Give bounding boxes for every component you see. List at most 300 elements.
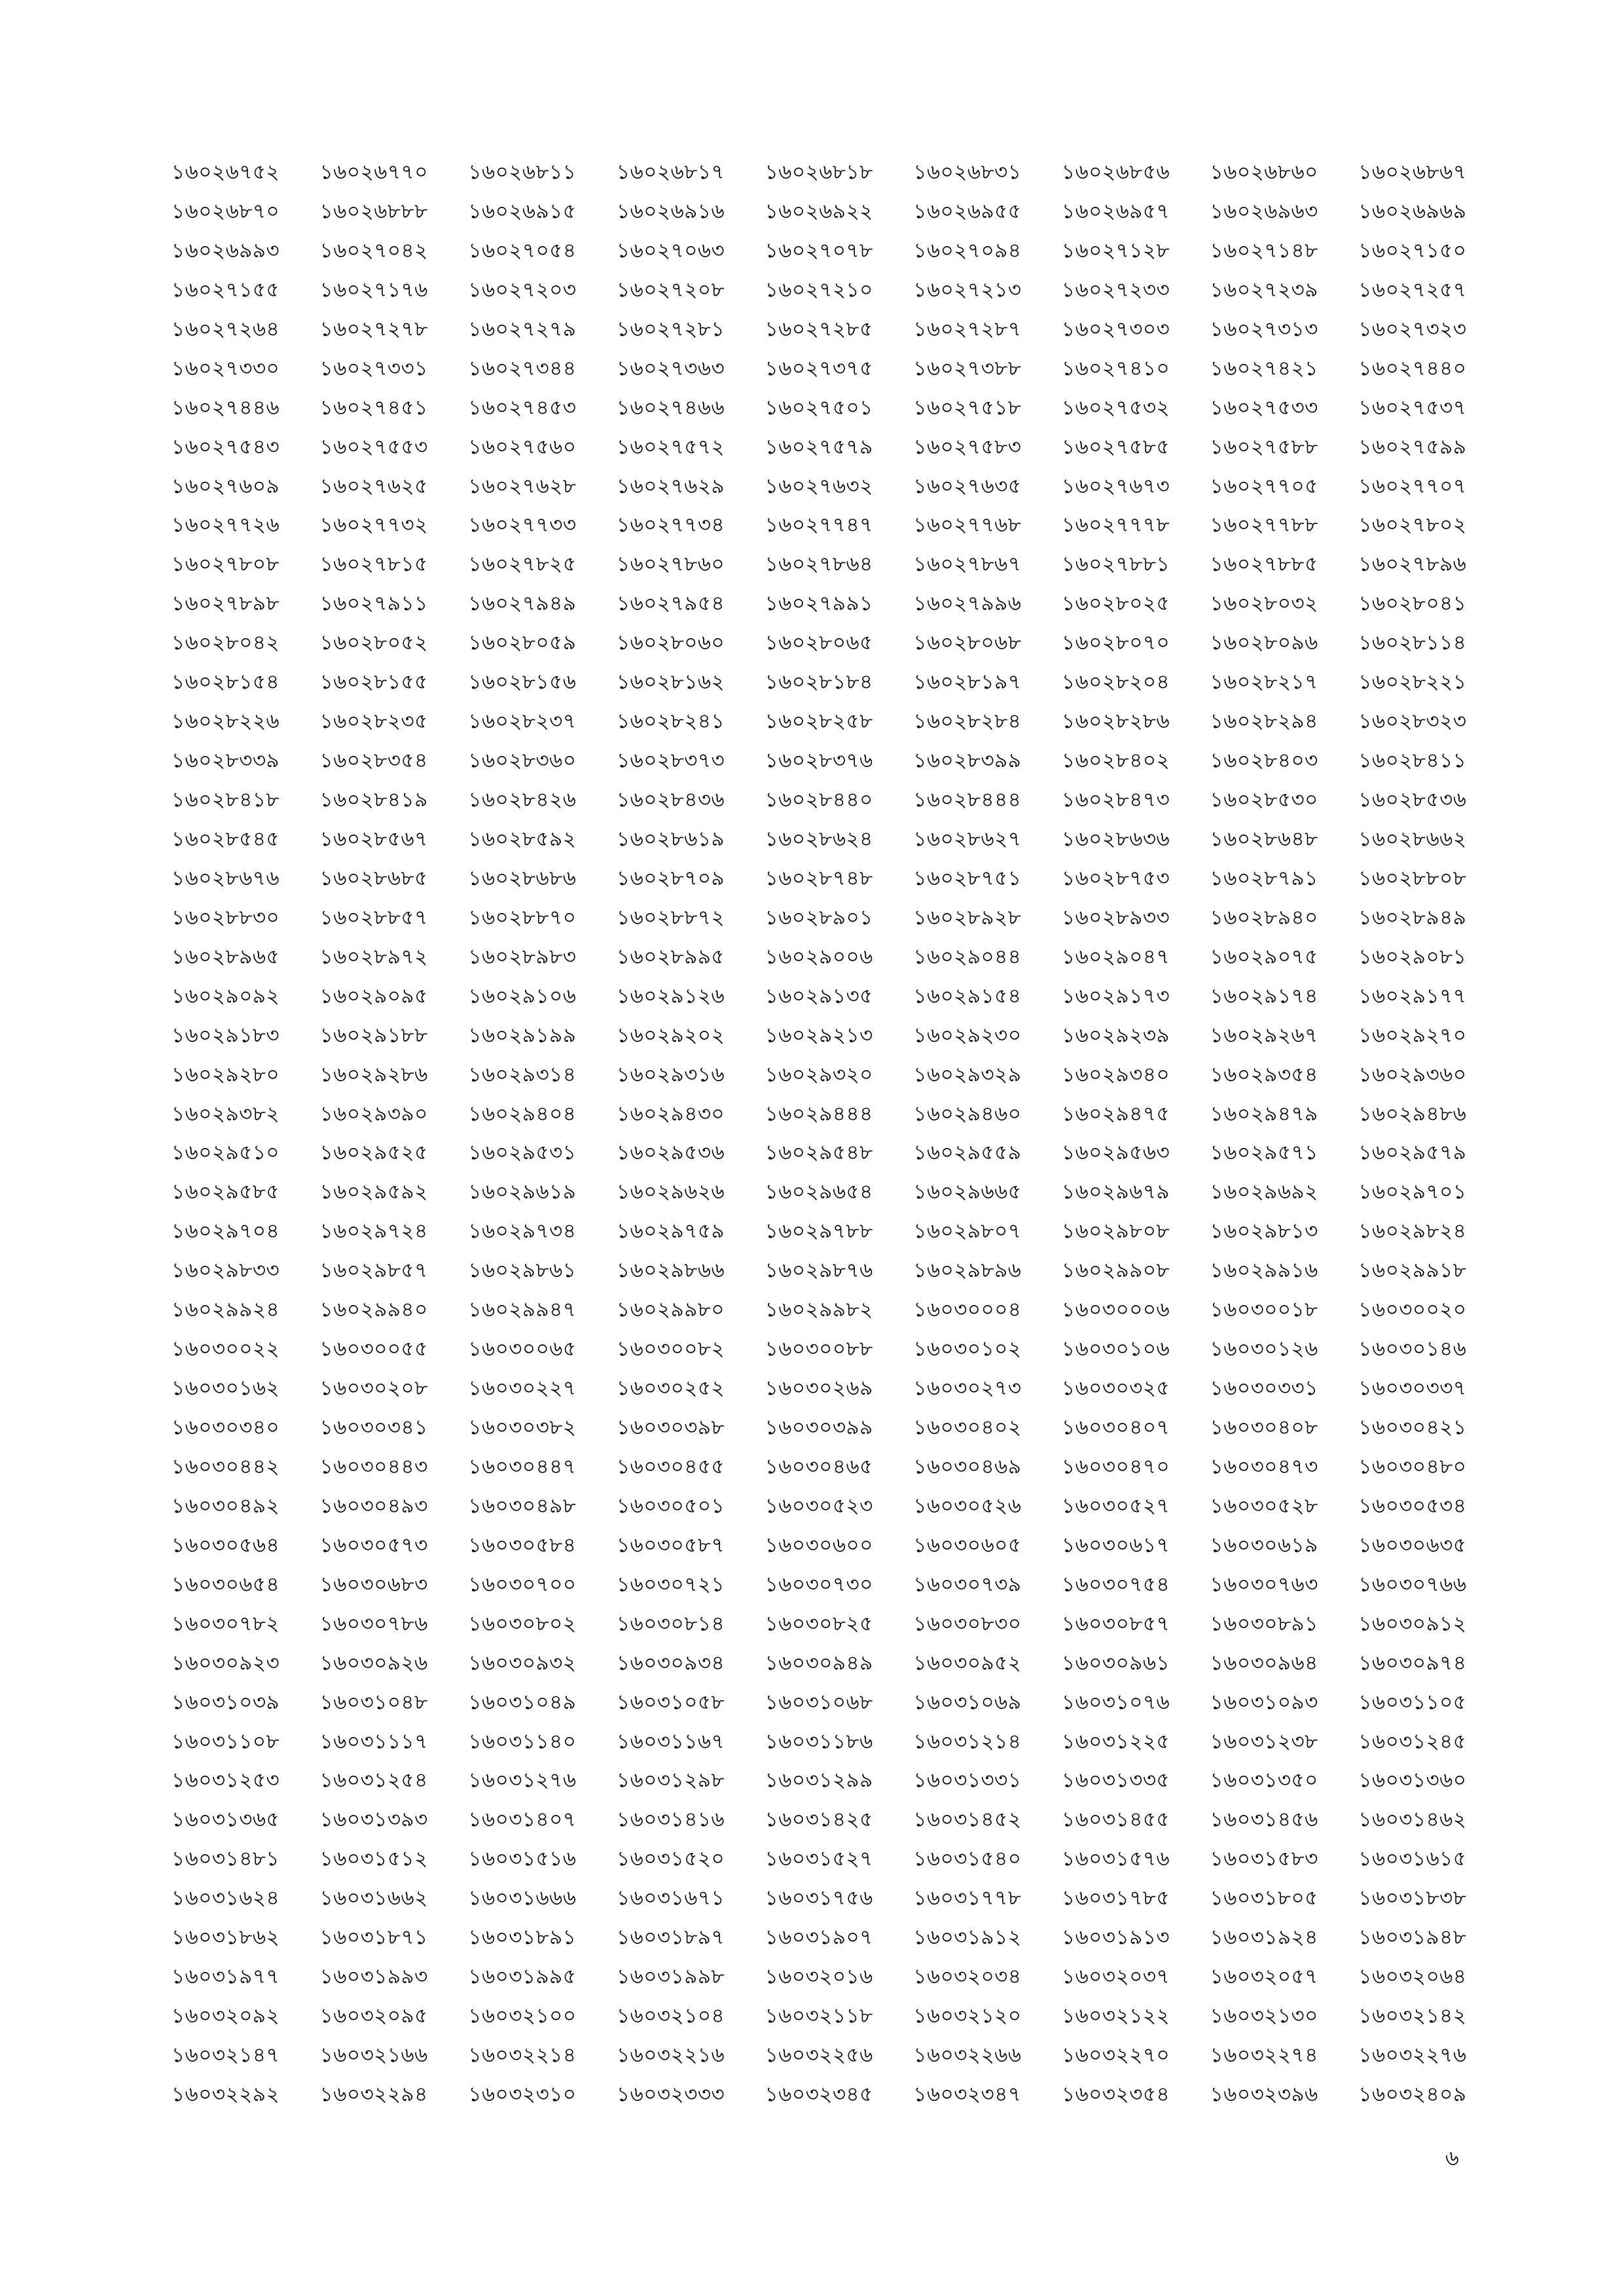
- roll-number-cell: ১৬০২৮৭৫৩: [1062, 866, 1170, 890]
- roll-number-cell: ১৬০২৮০৫২: [319, 631, 428, 655]
- roll-number-cell: ১৬০৩১১১৭: [319, 1729, 428, 1753]
- roll-number-cell: ১৬০৩০৮৫৭: [1062, 1611, 1170, 1636]
- roll-number-cell: ১৬০২৯৩১৬: [617, 1062, 725, 1086]
- roll-number-cell: ১৬০২৯০৯৫: [319, 984, 428, 1008]
- roll-number-cell: ১৬০২৭১৫০: [1358, 238, 1467, 262]
- roll-number-cell: ১৬০৩০৩২৫: [1062, 1376, 1170, 1401]
- roll-number-cell: ১৬০২৭৬৭৩: [1062, 474, 1170, 498]
- roll-number-cell: ১৬০২৬৮৫৬: [1062, 160, 1170, 184]
- roll-number-cell: ১৬০২৮১৫৪: [171, 670, 280, 694]
- roll-number-cell: ১৬০২৭০৬৩: [617, 238, 725, 262]
- roll-number-cell: ১৬০৩১০৪৮: [319, 1690, 428, 1714]
- roll-number-cell: ১৬০৩১৯৭৭: [171, 1965, 280, 1989]
- roll-number-cell: ১৬০২৭৪৫১: [319, 395, 428, 420]
- roll-number-cell: ১৬০৩২০৬৪: [1358, 1965, 1467, 1989]
- roll-number-cell: ১৬০২৭৪৫৩: [468, 395, 577, 420]
- roll-number-cell: ১৬০৩২৩৪৫: [765, 2082, 873, 2106]
- roll-number-cell: ১৬০৩১৯৪৮: [1358, 1926, 1467, 1950]
- roll-number-cell: ১৬০২৮৯৭২: [319, 944, 428, 969]
- roll-number-cell: ১৬০২৬৯৬৯: [1358, 199, 1467, 223]
- roll-number-cell: ১৬০৩২২৭০: [1062, 2043, 1170, 2067]
- roll-number-cell: ১৬০২৮৫৪৫: [171, 827, 280, 851]
- roll-number-cell: ১৬০২৭৩৩১: [319, 356, 428, 380]
- roll-number-cell: ১৬০৩১৩৩৫: [1062, 1768, 1170, 1793]
- roll-number-cell: ১৬০২৭৫৮৮: [1210, 435, 1318, 459]
- roll-number-cell: ১৬০২৯৪৩০: [617, 1102, 725, 1126]
- roll-number-cell: ১৬০৩০৪০৮: [1210, 1416, 1318, 1439]
- roll-number-cell: ১৬০২৮৩৩৯: [171, 749, 280, 773]
- roll-number-cell: ১৬০৩০৭৮২: [171, 1611, 280, 1636]
- roll-number-cell: ১৬০৩২০১৬: [765, 1965, 873, 1989]
- roll-number-cell: ১৬০২৮৪৪০: [765, 788, 873, 812]
- roll-number-cell: ১৬০২৮৩৯৯: [913, 749, 1022, 773]
- roll-number-cell: ১৬০২৮১৯৭: [913, 670, 1022, 694]
- roll-number-cell: ১৬০২৯৮৬১: [468, 1259, 577, 1283]
- roll-number-cell: ১৬০৩০০২০: [1358, 1298, 1467, 1322]
- roll-number-cell: ১৬০২৭৫৫৩: [319, 435, 428, 459]
- roll-number-cell: ১৬০৩০২২৭: [468, 1376, 577, 1401]
- roll-number-cell: ১৬০৩২৪০৯: [1358, 2082, 1467, 2106]
- roll-number-grid: [171, 156, 1507, 2117]
- roll-number-cell: ১৬০৩০৪৯৮: [468, 1494, 577, 1518]
- roll-number-cell: ১৬০২৯০৪৭: [1062, 944, 1170, 969]
- roll-number-cell: ১৬০২৯৯৪৭: [468, 1298, 577, 1322]
- roll-number-cell: ১৬০২৯২৮০: [171, 1062, 280, 1086]
- roll-number-cell: ১৬০২৮৩৭৩: [617, 749, 725, 773]
- roll-number-cell: ১৬০২৮২২১: [1358, 670, 1467, 694]
- roll-number-cell: ১৬০৩১৪৮১: [171, 1847, 280, 1871]
- roll-number-cell: ১৬০২৭২৬৪: [171, 317, 280, 341]
- roll-number-cell: ১৬০৩০৪৬৯: [913, 1454, 1022, 1479]
- roll-number-cell: ১৬০৩২২৭৬: [1358, 2043, 1467, 2067]
- roll-number-cell: ১৬০২৯৪৬০: [913, 1102, 1022, 1126]
- roll-number-cell: ১৬০২৮৪১১: [1358, 749, 1467, 773]
- roll-number-cell: ১৬০২৬৯৯৩: [171, 238, 280, 262]
- roll-number-cell: ১৬০৩১২২৫: [1062, 1729, 1170, 1753]
- roll-number-cell: ১৬০৩১৩৫০: [1210, 1768, 1318, 1793]
- roll-number-cell: ১৬০২৭৭৭৮: [1062, 513, 1170, 537]
- roll-number-cell: ১৬০২৮০৯৬: [1210, 631, 1318, 655]
- roll-number-cell: ১৬০৩১৮৯৭: [617, 1926, 725, 1950]
- roll-number-cell: ১৬০২৮৪৩৬: [617, 788, 725, 812]
- roll-number-cell: ১৬০২৬৯২২: [765, 199, 873, 223]
- roll-number-cell: ১৬০২৭২৮১: [617, 317, 725, 341]
- roll-number-cell: ১৬০২৮৬৮৫: [319, 866, 428, 890]
- roll-number-cell: ১৬০২৭৮৮১: [1062, 552, 1170, 577]
- roll-number-cell: ১৬০২৭৫৭২: [617, 435, 725, 459]
- roll-number-cell: ১৬০২৮৯৪৯: [1358, 905, 1467, 929]
- roll-number-cell: ১৬০২৮৪২৬: [468, 788, 577, 812]
- roll-number-cell: ১৬০৩০০১৮: [1210, 1298, 1318, 1322]
- roll-number-cell: ১৬০২৯৯০৮: [1062, 1259, 1170, 1283]
- roll-number-cell: ১৬০৩০৪৪২: [171, 1454, 280, 1479]
- roll-number-cell: ১৬০৩১১৪০: [468, 1729, 577, 1753]
- roll-number-cell: ১৬০৩১৪১৬: [617, 1808, 725, 1832]
- roll-number-cell: ১৬০২৯৮৫৭: [319, 1259, 428, 1283]
- roll-number-cell: ১৬০২৭৯১১: [319, 592, 428, 616]
- roll-number-cell: ১৬০২৬৮৬০: [1210, 160, 1318, 184]
- roll-number-cell: ১৬০৩২৩১০: [468, 2082, 577, 2106]
- roll-number-cell: ১৬০২৯৯১৮: [1358, 1259, 1467, 1283]
- roll-number-cell: ১৬০৩০১৪৬: [1358, 1337, 1467, 1361]
- roll-number-cell: ১৬০২৯৪৭৯: [1210, 1102, 1318, 1126]
- roll-number-cell: ১৬০২৮৭৫১: [913, 866, 1022, 890]
- roll-number-cell: ১৬০৩২১১৮: [765, 2004, 873, 2028]
- roll-number-cell: ১৬০৩০৭২১: [617, 1572, 725, 1596]
- roll-number-cell: ১৬০২৮২৮৪: [913, 709, 1022, 734]
- roll-number-cell: ১৬০৩২২৯৪: [319, 2082, 428, 2106]
- roll-number-cell: ১৬০২৭৮২৫: [468, 552, 577, 577]
- roll-number-cell: ১৬০৩২২১৪: [468, 2043, 577, 2067]
- roll-number-cell: ১৬০২৬৮১৮: [765, 160, 873, 184]
- roll-number-cell: ১৬০২৭৯৯৬: [913, 592, 1022, 616]
- roll-number-cell: ১৬০২৮০৫৯: [468, 631, 577, 655]
- roll-number-cell: ১৬০৩০১০৬: [1062, 1337, 1170, 1361]
- roll-number-cell: ১৬০২৭৭৩৪: [617, 513, 725, 537]
- roll-number-cell: ১৬০৩০৫৬৪: [171, 1533, 280, 1557]
- roll-number-cell: ১৬০৩০৩৮২: [468, 1416, 577, 1439]
- roll-number-cell: ১৬০২৭৮৬৭: [913, 552, 1022, 577]
- roll-number-cell: ১৬০৩২১৪২: [1358, 2004, 1467, 2028]
- roll-number-cell: ১৬০২৮৪১৮: [171, 788, 280, 812]
- roll-number-cell: ১৬০৩০৪৪৩: [319, 1454, 428, 1479]
- roll-number-cell: ১৬০২৮০৬০: [617, 631, 725, 655]
- roll-number-cell: ১৬০৩০০৫৫: [319, 1337, 428, 1361]
- roll-number-cell: ১৬০২৭১২৮: [1062, 238, 1170, 262]
- roll-number-cell: ১৬০৩০৩৪০: [171, 1416, 280, 1439]
- roll-number-cell: ১৬০৩০১৬২: [171, 1376, 280, 1401]
- roll-number-cell: ১৬০২৮৫৬৭: [319, 827, 428, 851]
- roll-number-cell: ১৬০২৭২৭৮: [319, 317, 428, 341]
- roll-number-cell: ১৬০৩০৩৩১: [1210, 1376, 1318, 1401]
- roll-number-cell: ১৬০২৮৭০৯: [617, 866, 725, 890]
- roll-number-cell: ১৬০২৮৪১৯: [319, 788, 428, 812]
- roll-number-cell: ১৬০২৮৩৬০: [468, 749, 577, 773]
- roll-number-cell: ১৬০৩১০৪৯: [468, 1690, 577, 1714]
- roll-number-cell: ১৬০৩২০৩৭: [1062, 1965, 1170, 1989]
- roll-number-cell: ১৬০২৭৩৬৩: [617, 356, 725, 380]
- roll-number-cell: ১৬০২৭১৫৫: [171, 278, 280, 302]
- roll-number-cell: ১৬০২৯৭২৪: [319, 1219, 428, 1244]
- roll-number-cell: ১৬০২৮০৩২: [1210, 592, 1318, 616]
- roll-number-cell: ১৬০২৮৬৮৬: [468, 866, 577, 890]
- roll-number-cell: ১৬০২৮৫৯২: [468, 827, 577, 851]
- roll-number-cell: ১৬০৩১৯২৪: [1210, 1926, 1318, 1950]
- roll-number-cell: ১৬০৩০০২২: [171, 1337, 280, 1361]
- roll-number-cell: ১৬০২৯৪৭৫: [1062, 1102, 1170, 1126]
- roll-number-cell: ১৬০২৯২৮৬: [319, 1062, 428, 1086]
- roll-number-cell: ১৬০৩০২৫২: [617, 1376, 725, 1401]
- roll-number-cell: ১৬০২৮৮৭০: [468, 905, 577, 929]
- roll-number-cell: ১৬০৩১৫৮৩: [1210, 1847, 1318, 1871]
- roll-number-cell: ১৬০৩১৯১৩: [1062, 1926, 1170, 1950]
- roll-number-cell: ১৬০২৯৫৩৬: [617, 1141, 725, 1165]
- roll-number-cell: ১৬০৩০৫২৩: [765, 1494, 873, 1518]
- roll-number-cell: ১৬০২৭৫৪৩: [171, 435, 280, 459]
- roll-number-cell: ১৬০২৮১৮৪: [765, 670, 873, 694]
- roll-number-cell: ১৬০২৭০৭৮: [765, 238, 873, 262]
- roll-number-cell: ১৬০২৯৯৮০: [617, 1298, 725, 1322]
- roll-number-cell: ১৬০৩১৪৬২: [1358, 1808, 1467, 1832]
- roll-number-cell: ১৬০৩০৬১৭: [1062, 1533, 1170, 1557]
- roll-number-cell: ১৬০২৯০৮১: [1358, 944, 1467, 969]
- roll-number-cell: ১৬০২৭৪২১: [1210, 356, 1318, 380]
- roll-number-cell: ১৬০২৯৫৬৩: [1062, 1141, 1170, 1165]
- roll-number-cell: ১৬০২৭৬৩৫: [913, 474, 1022, 498]
- roll-number-cell: ১৬০২৯২৩০: [913, 1023, 1022, 1047]
- roll-number-cell: ১৬০২৭২৭৯: [468, 317, 577, 341]
- roll-number-cell: ১৬০২৮৬৪৮: [1210, 827, 1318, 851]
- roll-number-cell: ১৬০২৮৪৪৪: [913, 788, 1022, 812]
- roll-number-cell: ১৬০২৮৫৩৬: [1358, 788, 1467, 812]
- roll-number-cell: ১৬০২৮৩২৩: [1358, 709, 1467, 734]
- roll-number-cell: ১৬০২৭৮৮৫: [1210, 552, 1318, 577]
- roll-number-cell: ১৬০২৯৬৬৫: [913, 1180, 1022, 1204]
- roll-number-cell: ১৬০২৭৮৯৮: [171, 592, 280, 616]
- roll-number-cell: ১৬০২৭৩৮৮: [913, 356, 1022, 380]
- roll-number-cell: ১৬০৩২১০০: [468, 2004, 577, 2028]
- roll-number-cell: ১৬০৩০৪৮০: [1358, 1454, 1467, 1479]
- roll-number-cell: ১৬০২৯১২৬: [617, 984, 725, 1008]
- roll-number-cell: ১৬০৩১৭৫৬: [765, 1886, 873, 1910]
- roll-number-cell: ১৬০৩১২৪৫: [1358, 1729, 1467, 1753]
- roll-number-cell: ১৬০৩০৯৬৪: [1210, 1651, 1318, 1675]
- roll-number-cell: ১৬০২৭৬২৫: [319, 474, 428, 498]
- roll-number-cell: ১৬০২৮২৪১: [617, 709, 725, 734]
- roll-number-cell: ১৬০৩০৭৬৩: [1210, 1572, 1318, 1596]
- roll-number-cell: ১৬০৩০৫২৭: [1062, 1494, 1170, 1518]
- roll-number-cell: ১৬০২৮৯৮৩: [468, 944, 577, 969]
- roll-number-cell: ১৬০২৯৮০৮: [1062, 1219, 1170, 1244]
- roll-number-cell: ১৬০২৮৭৪৮: [765, 866, 873, 890]
- roll-number-cell: ১৬০২৮৬২৪: [765, 827, 873, 851]
- roll-number-cell: ১৬০৩০৭০০: [468, 1572, 577, 1596]
- roll-number-cell: ১৬০২৭৮৬৪: [765, 552, 873, 577]
- roll-number-cell: ১৬০৩০৫২৬: [913, 1494, 1022, 1518]
- roll-number-cell: ১৬০২৮০২৫: [1062, 592, 1170, 616]
- roll-number-cell: ১৬০২৯৫২৫: [319, 1141, 428, 1165]
- roll-number-cell: ১৬০২৯০৯২: [171, 984, 280, 1008]
- roll-number-cell: ১৬০২৭৩১৩: [1210, 317, 1318, 341]
- roll-number-cell: ১৬০২৭৮০২: [1358, 513, 1467, 537]
- roll-number-cell: ১৬০৩১২৫৩: [171, 1768, 280, 1793]
- roll-number-cell: ১৬০২৯১৯৯: [468, 1023, 577, 1047]
- roll-number-cell: ১৬০২৭৫০১: [765, 395, 873, 420]
- roll-number-cell: ১৬০৩০৫২৮: [1210, 1494, 1318, 1518]
- roll-number-cell: ১৬০২৮৭৯১: [1210, 866, 1318, 890]
- roll-number-cell: ১৬০৩০৯১২: [1358, 1611, 1467, 1636]
- roll-number-cell: ১৬০২৭৫৮৫: [1062, 435, 1170, 459]
- roll-number-cell: ১৬০৩০৪৪৭: [468, 1454, 577, 1479]
- roll-number-cell: ১৬০২৮৫৩০: [1210, 788, 1318, 812]
- roll-number-cell: ১৬০২৯৫১০: [171, 1141, 280, 1165]
- roll-number-cell: ১৬০২৮৪০৩: [1210, 749, 1318, 773]
- roll-number-cell: ১৬০২৯৫৩১: [468, 1141, 577, 1165]
- roll-number-cell: ১৬০২৯৭৮৮: [765, 1219, 873, 1244]
- roll-number-cell: ১৬০৩০৬০৫: [913, 1533, 1022, 1557]
- roll-number-cell: ১৬০৩০৩৩৭: [1358, 1376, 1467, 1401]
- roll-number-cell: ১৬০৩০০৮২: [617, 1337, 725, 1361]
- roll-number-cell: ১৬০২৯৫৫৯: [913, 1141, 1022, 1165]
- roll-number-cell: ১৬০২৭৪৪৬: [171, 395, 280, 420]
- roll-number-cell: ১৬০৩১৫২০: [617, 1847, 725, 1871]
- roll-number-cell: ১৬০৩০৯২৬: [319, 1651, 428, 1675]
- roll-number-cell: ১৬০২৮৯২৮: [913, 905, 1022, 929]
- roll-number-cell: ১৬০২৮৮৫৭: [319, 905, 428, 929]
- roll-number-cell: ১৬০২৯৫৮৫: [171, 1180, 280, 1204]
- roll-number-cell: ১৬০২৭২১৩: [913, 278, 1022, 302]
- roll-number-cell: ১৬০২৭৫৬০: [468, 435, 577, 459]
- roll-number-cell: ১৬০৩০০৬৫: [468, 1337, 577, 1361]
- roll-number-cell: ১৬০২৯৫৪৮: [765, 1141, 873, 1165]
- roll-number-cell: ১৬০৩০৬০০: [765, 1533, 873, 1557]
- roll-number-cell: ১৬০২৮২৮৬: [1062, 709, 1170, 734]
- roll-number-cell: ১৬০৩১৪০৭: [468, 1808, 577, 1832]
- roll-number-cell: ১৬০২৯৭৩৪: [468, 1219, 577, 1244]
- roll-number-cell: ১৬০৩১৮৬২: [171, 1926, 280, 1950]
- roll-number-cell: ১৬০২৭৪১০: [1062, 356, 1170, 380]
- roll-number-cell: ১৬০৩০৪২১: [1358, 1416, 1467, 1439]
- roll-number-cell: ১৬০২৯৬২৬: [617, 1180, 725, 1204]
- roll-number-cell: ১৬০৩১০৩৯: [171, 1690, 280, 1714]
- roll-number-cell: ১৬০২৯৩৯০: [319, 1102, 428, 1126]
- roll-number-cell: ১৬০৩১১০৮: [171, 1729, 280, 1753]
- roll-number-cell: ১৬০৩২০৯২: [171, 2004, 280, 2028]
- roll-number-cell: ১৬০৩০২৬৯: [765, 1376, 873, 1401]
- roll-number-cell: ১৬০২৯৪৮৬: [1358, 1102, 1467, 1126]
- roll-number-cell: ১৬০৩০৮৯১: [1210, 1611, 1318, 1636]
- roll-number-cell: ১৬০৩০৯৫২: [913, 1651, 1022, 1675]
- roll-number-cell: ১৬০২৬৯৫৭: [1062, 199, 1170, 223]
- roll-number-cell: ১৬০২৮৩৭৬: [765, 749, 873, 773]
- roll-number-cell: ১৬০২৯৩৪০: [1062, 1062, 1170, 1086]
- roll-number-cell: ১৬০২৭২১০: [765, 278, 873, 302]
- roll-number-cell: ১৬০২৭২৮৫: [765, 317, 873, 341]
- roll-number-cell: ১৬০৩২১৪৭: [171, 2043, 280, 2067]
- roll-number-cell: ১৬০২৬৮১১: [468, 160, 577, 184]
- roll-number-cell: ১৬০২৮০৭০: [1062, 631, 1170, 655]
- roll-number-cell: ১৬০২৮২৯৪: [1210, 709, 1318, 734]
- roll-number-cell: ১৬০৩১৩৯৩: [319, 1808, 428, 1832]
- roll-number-cell: ১৬০৩১৭৭৮: [913, 1886, 1022, 1910]
- roll-number-cell: ১৬০২৮১৫৫: [319, 670, 428, 694]
- roll-number-cell: ১৬০২৭৫৩২: [1062, 395, 1170, 420]
- roll-number-cell: ১৬০৩১০৫৮: [617, 1690, 725, 1714]
- roll-number-cell: ১৬০২৯৮৬৬: [617, 1259, 725, 1283]
- roll-number-cell: ১৬০২৭২০৩: [468, 278, 577, 302]
- roll-number-cell: ১৬০৩২১৩০: [1210, 2004, 1318, 2028]
- roll-number-cell: ১৬০৩২৩৩৩: [617, 2082, 725, 2106]
- roll-number-cell: ১৬০২৯২১৩: [765, 1023, 873, 1047]
- roll-number-cell: ১৬০৩২১৬৬: [319, 2043, 428, 2067]
- roll-number-cell: ১৬০২৭৩৪৪: [468, 356, 577, 380]
- roll-number-cell: ১৬০৩০৫৩৪: [1358, 1494, 1467, 1518]
- roll-number-cell: ১৬০৩১৩৬০: [1358, 1768, 1467, 1793]
- roll-number-cell: ১৬০২৯১৭৭: [1358, 984, 1467, 1008]
- roll-number-cell: ১৬০৩১৭৮৫: [1062, 1886, 1170, 1910]
- roll-number-cell: ১৬০২৭০৫৪: [468, 238, 577, 262]
- roll-number-cell: ১৬০৩০০০৬: [1062, 1298, 1170, 1322]
- roll-number-cell: ১৬০৩১৬২৪: [171, 1886, 280, 1910]
- roll-number-cell: ১৬০২৯৭০৪: [171, 1219, 280, 1244]
- roll-number-cell: ১৬০৩০৯৩৪: [617, 1651, 725, 1675]
- roll-number-cell: ১৬০২৭০৯৪: [913, 238, 1022, 262]
- roll-number-cell: ১৬০৩২১২২: [1062, 2004, 1170, 2028]
- roll-number-cell: ১৬০৩১৮৩৮: [1358, 1886, 1467, 1910]
- roll-number-cell: ১৬০২৯০৭৫: [1210, 944, 1318, 969]
- roll-number-cell: ১৬০২৭৬০৯: [171, 474, 280, 498]
- roll-number-cell: ১৬০৩০৫৮৭: [617, 1533, 725, 1557]
- roll-number-cell: ১৬০২৬৮৬৭: [1358, 160, 1467, 184]
- roll-number-cell: ১৬০৩১১৮৬: [765, 1729, 873, 1753]
- roll-number-cell: ১৬০২৯৯১৬: [1210, 1259, 1318, 1283]
- roll-number-cell: ১৬০২৬৮৭০: [171, 199, 280, 223]
- roll-number-cell: ১৬০৩১১০৫: [1358, 1690, 1467, 1714]
- roll-number-cell: ১৬০২৯৪০৪: [468, 1102, 577, 1126]
- roll-number-cell: ১৬০২৮২৩৫: [319, 709, 428, 734]
- roll-number-cell: ১৬০৩১০৬৯: [913, 1690, 1022, 1714]
- roll-number-cell: ১৬০২৮৯৯৫: [617, 944, 725, 969]
- roll-number-cell: ১৬০৩২০৯৫: [319, 2004, 428, 2028]
- roll-number-cell: ১৬০২৭৩২৩: [1358, 317, 1467, 341]
- roll-number-cell: ১৬০৩০১০২: [913, 1337, 1022, 1361]
- roll-number-cell: ১৬০৩১২৭৬: [468, 1768, 577, 1793]
- roll-number-cell: ১৬০২৮০৬৮: [913, 631, 1022, 655]
- roll-number-cell: ১৬০৩০১২৬: [1210, 1337, 1318, 1361]
- roll-number-cell: ১৬০২৭৮০৮: [171, 552, 280, 577]
- roll-number-cell: ১৬০৩০৭৫৪: [1062, 1572, 1170, 1596]
- roll-number-cell: ১৬০২৮৯৩৩: [1062, 905, 1170, 929]
- roll-number-cell: ১৬০৩১৬৭১: [617, 1886, 725, 1910]
- roll-number-cell: ১৬০২৮০৪২: [171, 631, 280, 655]
- roll-number-cell: ১৬০২৮২৫৮: [765, 709, 873, 734]
- roll-number-cell: ১৬০৩১৩৬৫: [171, 1808, 280, 1832]
- roll-number-cell: ১৬০২৭১৪৮: [1210, 238, 1318, 262]
- roll-number-cell: ১৬০২৭৫৭৯: [765, 435, 873, 459]
- roll-number-cell: ১৬০৩১২৯৮: [617, 1768, 725, 1793]
- roll-number-cell: ১৬০২৬৯৬৩: [1210, 199, 1318, 223]
- roll-number-cell: ১৬০৩০৭৩০: [765, 1572, 873, 1596]
- roll-number-cell: ১৬০২৯০০৬: [765, 944, 873, 969]
- roll-number-cell: ১৬০২৮৬৩৬: [1062, 827, 1170, 851]
- roll-number-cell: ১৬০২৮০৬৫: [765, 631, 873, 655]
- roll-number-cell: ১৬০২৮২৩৭: [468, 709, 577, 734]
- roll-number-cell: ১৬০২৮৯৪০: [1210, 905, 1318, 929]
- roll-number-cell: ১৬০৩১৮৭১: [319, 1926, 428, 1950]
- roll-number-cell: ১৬০২৯৩১৪: [468, 1062, 577, 1086]
- roll-number-cell: ১৬০৩১৯৯৫: [468, 1965, 577, 1989]
- roll-number-cell: ১৬০৩০৬৮৩: [319, 1572, 428, 1596]
- roll-number-cell: ১৬০৩২২৫৬: [765, 2043, 873, 2067]
- roll-number-cell: ১৬০২৮৬২৭: [913, 827, 1022, 851]
- roll-number-cell: ১৬০৩১০৯৩: [1210, 1690, 1318, 1714]
- roll-number-cell: ১৬০২৯১৮৩: [171, 1023, 280, 1047]
- roll-number-cell: ১৬০৩০৯৬১: [1062, 1651, 1170, 1675]
- roll-number-cell: ১৬০২৯৩৬০: [1358, 1062, 1467, 1086]
- roll-number-cell: ১৬০২৮১৫৬: [468, 670, 577, 694]
- roll-number-cell: ১৬০৩০২৭৩: [913, 1376, 1022, 1401]
- roll-number-cell: ১৬০৩০৪০৭: [1062, 1416, 1170, 1439]
- roll-number-cell: ১৬০৩১৪৫৫: [1062, 1808, 1170, 1832]
- roll-number-cell: ১৬০২৮২২৬: [171, 709, 280, 734]
- roll-number-cell: ১৬০৩০০৮৮: [765, 1337, 873, 1361]
- roll-number-cell: ১৬০২৮১৬২: [617, 670, 725, 694]
- roll-number-cell: ১৬০২৯৬৯২: [1210, 1180, 1318, 1204]
- roll-number-cell: ১৬০৩১০৬৮: [765, 1690, 873, 1714]
- roll-number-cell: ১৬০৩০৪০২: [913, 1416, 1022, 1439]
- roll-number-cell: ১৬০৩১০৭৬: [1062, 1690, 1170, 1714]
- roll-number-cell: ১৬০২৭২০৮: [617, 278, 725, 302]
